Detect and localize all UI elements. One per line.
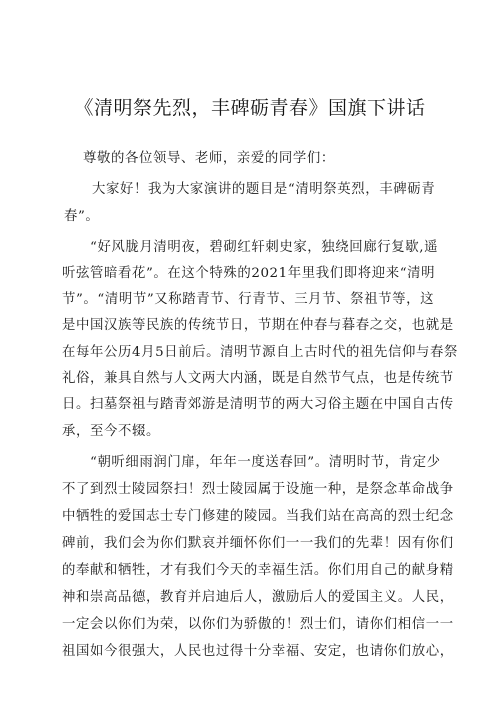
text-line: 日。扫墓祭祖与踏青郊游是清明节的两大习俗主题在中国自古传: [62, 397, 454, 412]
page-title: 《清明祭先烈，丰碑砺青春》国旗下讲话: [74, 97, 426, 119]
text-line: 大家好！我为大家演讲的题目是“清明祭英烈，丰碑砺青: [92, 182, 436, 197]
text-line: 不了到烈士陵园祭扫！烈士陵园属于设施一种，是祭念革命战争: [62, 482, 454, 497]
text-line: 节”。“清明节”又称踏青节、行青节、三月节、祭祖节等，这: [62, 292, 435, 307]
text-line: 礼俗，兼具自然与人文两大内涵，既是自然节气点，也是传统节: [62, 371, 454, 386]
text-line: 在每年公历4月5日前后。清明节源自上古时代的祖先信仰与春祭: [62, 345, 458, 360]
text-line: 的奉献和牺牲，才有我们今天的幸福生活。你们用自己的献身精: [62, 563, 454, 578]
text-line: 中牺牲的爱国志士专门修建的陵园。当我们站在高高的烈士纪念: [62, 509, 454, 524]
text-line: “好风胧月清明夜，碧砌红轩刺史家，独绕回廊行复歇,遥: [90, 240, 439, 255]
text-line: 尊敬的各位领导、老师，亲爱的同学们：: [83, 151, 335, 166]
text-line: 听弦管暗看花”。在这个特殊的2021年里我们即将迎来“清明: [62, 266, 436, 281]
text-line: 碑前，我们会为你们默哀并缅怀你们一一我们的先辈！因有你们: [62, 536, 454, 551]
text-line: 春”。: [64, 209, 100, 224]
text-line: 祖国如今很强大，人民也过得十分幸福、安定，也请你们放心，: [62, 644, 454, 659]
text-line: 承，至今不辍。: [62, 424, 160, 439]
text-line: 神和崇高品德，教育并启迪后人，激励后人的爱国主义。人民，: [62, 590, 454, 605]
text-line: 是中国汉族等民族的传统节日，节期在仲春与暮春之交，也就是: [62, 318, 454, 333]
text-line: 一定会以你们为荣，以你们为骄傲的！烈士们，请你们相信一一: [62, 617, 454, 632]
text-line: “朝听细雨润门扉，年年一度送春回”。清明时节，肯定少: [90, 455, 441, 470]
